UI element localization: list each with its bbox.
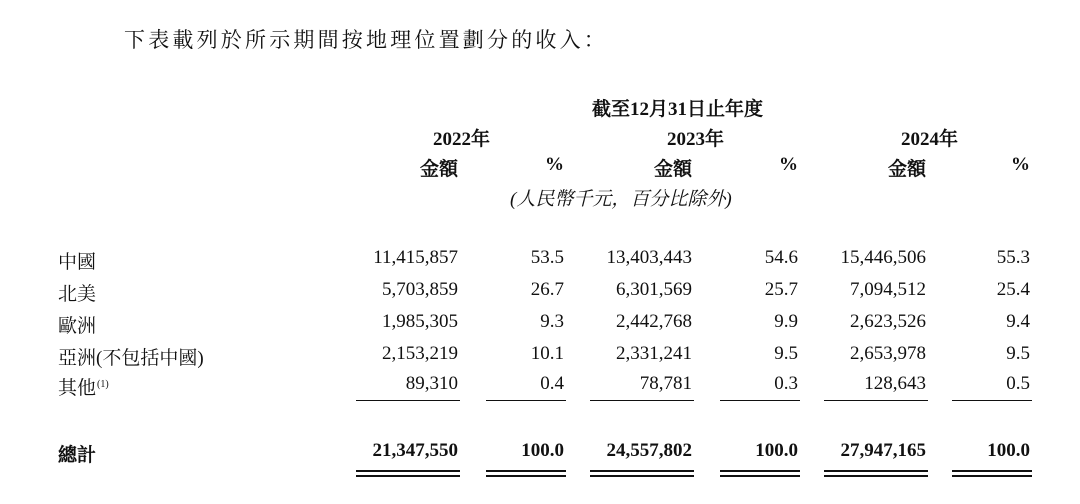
unit-note: (人民幣千元，百分比除外) bbox=[510, 189, 732, 210]
subtotal-rule bbox=[952, 400, 1032, 401]
period-header: 截至12月31日止年度 bbox=[592, 99, 764, 120]
cell-asia-2024-amount: 2,653,978 bbox=[850, 343, 926, 364]
total-double-rule bbox=[824, 470, 928, 477]
year-2024-header: 2024年 bbox=[900, 129, 958, 150]
cell-asia-2022-pct: 10.1 bbox=[530, 343, 564, 364]
total-double-rule bbox=[356, 470, 460, 477]
total-double-rule bbox=[952, 470, 1032, 477]
cell-na-2024-pct: 25.4 bbox=[996, 279, 1030, 300]
cell-na-2022-amount: 5,703,859 bbox=[382, 279, 458, 300]
cell-asia-2022-amount: 2,153,219 bbox=[382, 343, 458, 364]
cell-others-2023-amount: 78,781 bbox=[639, 373, 692, 394]
cell-total-2024-pct: 100.0 bbox=[987, 440, 1030, 461]
row-label-north-america: 北美 bbox=[58, 284, 97, 305]
cell-europe-2024-amount: 2,623,526 bbox=[850, 311, 926, 332]
total-double-rule bbox=[720, 470, 800, 477]
cell-total-2022-pct: 100.0 bbox=[521, 440, 564, 461]
total-double-rule bbox=[590, 470, 694, 477]
pct-header-2024: % bbox=[1011, 154, 1030, 175]
cell-total-2022-amount: 21,347,550 bbox=[372, 440, 458, 461]
amount-header-2022: 金額 bbox=[419, 159, 458, 180]
cell-na-2022-pct: 26.7 bbox=[530, 279, 564, 300]
row-label-others bbox=[58, 373, 109, 400]
cell-others-2023-pct: 0.3 bbox=[774, 373, 798, 394]
amount-header-2023: 金額 bbox=[653, 159, 692, 180]
row-label-europe: 歐洲 bbox=[58, 316, 97, 337]
row-label-others-text: 其他 bbox=[58, 378, 97, 399]
cell-na-2023-amount: 6,301,569 bbox=[616, 279, 692, 300]
cell-na-2023-pct: 25.7 bbox=[764, 279, 798, 300]
cell-total-2023-amount: 24,557,802 bbox=[606, 440, 692, 461]
cell-china-2023-amount: 13,403,443 bbox=[606, 247, 692, 268]
cell-others-2022-pct: 0.4 bbox=[540, 373, 564, 394]
subtotal-rule bbox=[590, 400, 694, 401]
year-2022-header: 2022年 bbox=[432, 129, 490, 150]
cell-europe-2023-amount: 2,442,768 bbox=[616, 311, 692, 332]
cell-europe-2022-amount: 1,985,305 bbox=[382, 311, 458, 332]
subtotal-rule bbox=[356, 400, 460, 401]
cell-asia-2023-amount: 2,331,241 bbox=[616, 343, 692, 364]
cell-others-2022-amount: 89,310 bbox=[405, 373, 458, 394]
cell-china-2022-pct: 53.5 bbox=[530, 247, 564, 268]
cell-na-2024-amount: 7,094,512 bbox=[850, 279, 926, 300]
cell-asia-2024-pct: 9.5 bbox=[1006, 343, 1030, 364]
pct-header-2022: % bbox=[545, 154, 564, 175]
cell-china-2023-pct: 54.6 bbox=[764, 247, 798, 268]
footnote-marker: (1) bbox=[97, 379, 109, 390]
cell-china-2022-amount: 11,415,857 bbox=[373, 247, 458, 268]
intro-text: 下表載列於所示期間按地理位置劃分的收入： bbox=[124, 28, 608, 52]
cell-others-2024-pct: 0.5 bbox=[1006, 373, 1030, 394]
cell-europe-2024-pct: 9.4 bbox=[1006, 311, 1030, 332]
cell-china-2024-pct: 55.3 bbox=[996, 247, 1030, 268]
cell-europe-2022-pct: 9.3 bbox=[540, 311, 564, 332]
cell-others-2024-amount: 128,643 bbox=[864, 373, 926, 394]
amount-header-2024: 金額 bbox=[887, 159, 926, 180]
subtotal-rule bbox=[486, 400, 566, 401]
subtotal-rule bbox=[824, 400, 928, 401]
cell-europe-2023-pct: 9.9 bbox=[774, 311, 798, 332]
pct-header-2023: % bbox=[779, 154, 798, 175]
row-label-total: 總計 bbox=[58, 445, 97, 466]
total-double-rule bbox=[486, 470, 566, 477]
cell-total-2024-amount: 27,947,165 bbox=[840, 440, 926, 461]
row-label-china: 中國 bbox=[58, 252, 97, 273]
cell-asia-2023-pct: 9.5 bbox=[774, 343, 798, 364]
subtotal-rule bbox=[720, 400, 800, 401]
cell-china-2024-amount: 15,446,506 bbox=[840, 247, 926, 268]
row-label-asia-ex-china: 亞洲(不包括中國) bbox=[58, 348, 204, 369]
cell-total-2023-pct: 100.0 bbox=[755, 440, 798, 461]
year-2023-header: 2023年 bbox=[666, 129, 724, 150]
